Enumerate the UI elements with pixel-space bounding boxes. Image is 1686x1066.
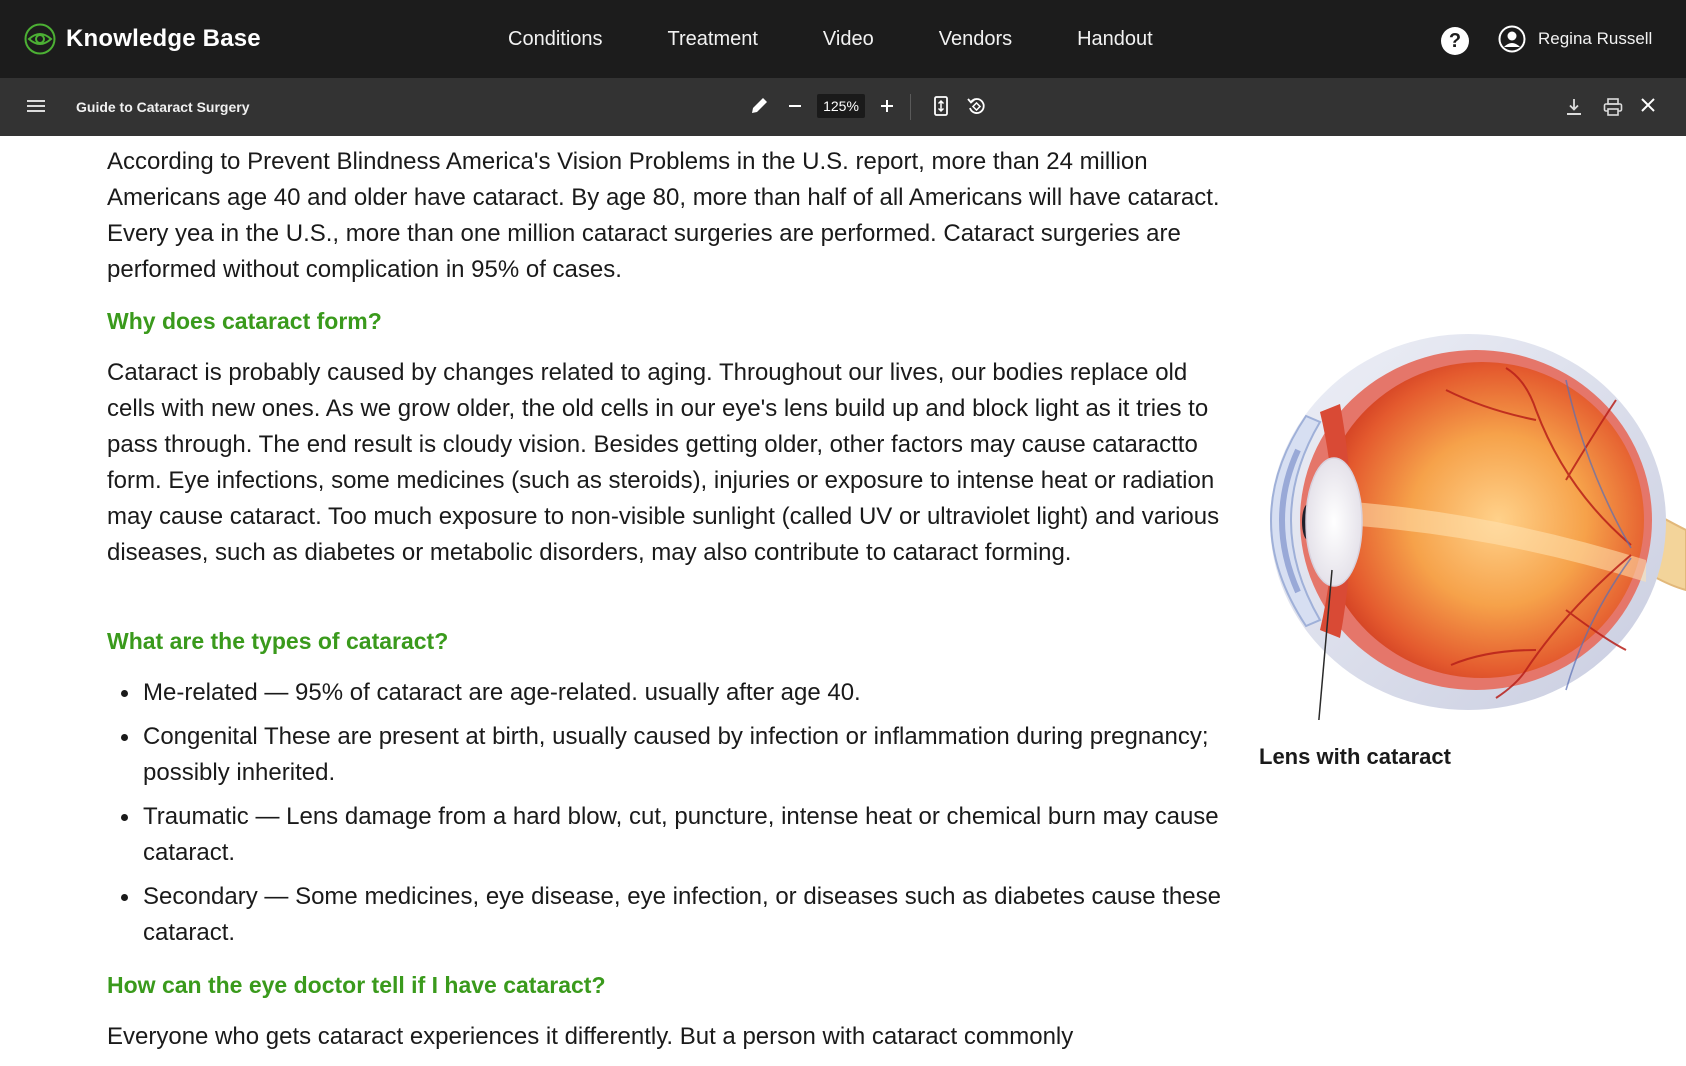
list-item <box>107 799 1227 871</box>
diagnosis-paragraph: Everyone who gets cataract experiences it differently. But a person with cataract commonly <box>107 1023 1074 1050</box>
brand[interactable] <box>24 0 261 78</box>
zoom-out-button[interactable] <box>785 95 805 117</box>
intro-paragraph: According to Prevent Blindness America's Vision Problems in the U.S. report, more than 24 million Americans age 40 and older have cataract. By age 80, more than half of all Americans will have cataract. Every yea in the U.S., more than one million cataract surgeries are performed. Cataract surgeries are performed without complication in 95% of cases. <box>107 148 1220 283</box>
nav-item-treatment[interactable]: Treatment <box>667 27 758 50</box>
heading-why-cataract-forms: Why does cataract form? <box>107 308 382 334</box>
list-item-text: Me-related — 95% of cataract are age-related. usually after age 40. <box>143 679 861 706</box>
fit-page-icon[interactable] <box>930 95 952 117</box>
user-avatar-icon <box>1498 25 1526 53</box>
nav-item-video[interactable]: Video <box>822 27 874 50</box>
user-menu[interactable] <box>1498 0 1652 78</box>
brand-name: Knowledge Base <box>66 25 261 52</box>
pencil-icon[interactable] <box>748 95 770 117</box>
list-item-text: Secondary — Some medicines, eye disease, eye infection, or diseases such as diabetes cause these cataract. <box>143 883 1221 946</box>
help-icon[interactable]: ? <box>1441 27 1469 55</box>
print-icon[interactable] <box>1602 96 1624 118</box>
menu-icon[interactable] <box>26 96 46 116</box>
top-nav-bar <box>0 0 1686 78</box>
nav-item-conditions[interactable]: Conditions <box>508 27 603 50</box>
main-nav <box>508 0 1153 78</box>
zoom-level[interactable]: 125% <box>817 94 865 118</box>
bullet-icon <box>121 814 128 821</box>
close-icon[interactable] <box>1637 94 1659 116</box>
heading-diagnosis: How can the eye doctor tell if I have cataract? <box>107 972 606 998</box>
list-item-text: Traumatic — Lens damage from a hard blow, cut, puncture, intense heat or chemical burn may cause cataract. <box>143 803 1219 866</box>
list-item-text: Congenital These are present at birth, usually caused by infection or inflammation during pregnancy; possibly inherited. <box>143 723 1209 786</box>
zoom-in-button[interactable] <box>877 95 897 117</box>
document-toolbar <box>0 78 1686 136</box>
list-item <box>107 675 1227 711</box>
cataract-types-list <box>107 675 1227 959</box>
bullet-icon <box>121 690 128 697</box>
eye-anatomy-illustration <box>1236 320 1686 720</box>
toolbar-divider <box>910 94 911 120</box>
figure-caption: Lens with cataract <box>1259 744 1451 769</box>
nav-item-handout[interactable]: Handout <box>1077 27 1153 50</box>
eye-logo-icon <box>24 23 56 55</box>
heading-types-of-cataract: What are the types of cataract? <box>107 628 449 654</box>
document-title: Guide to Cataract Surgery <box>76 99 250 115</box>
download-icon[interactable] <box>1563 96 1585 118</box>
user-name: Regina Russell <box>1538 29 1653 48</box>
list-item <box>107 719 1227 791</box>
bullet-icon <box>121 734 128 741</box>
nav-item-vendors[interactable]: Vendors <box>938 27 1013 50</box>
rotate-icon[interactable] <box>965 95 987 117</box>
bullet-icon <box>121 894 128 901</box>
why-paragraph: Cataract is probably caused by changes related to aging. Throughout our lives, our bodies replace old cells with new ones. As we grow older, the old cells in our eye's lens build up and block light as it tries to pass through. The end result is cloudy vision. Besides getting older, other factors may cause cataractto form. Eye infections, some medicines (such as steroids), injuries or exposure to intense heat or radiation may cause cataract. Too much exposure to non-visible sunlight (called UV or ultraviolet light) and various diseases, such as diabetes or metabolic disorders, may also contribute to cataract forming. <box>107 359 1220 566</box>
list-item <box>107 879 1227 951</box>
